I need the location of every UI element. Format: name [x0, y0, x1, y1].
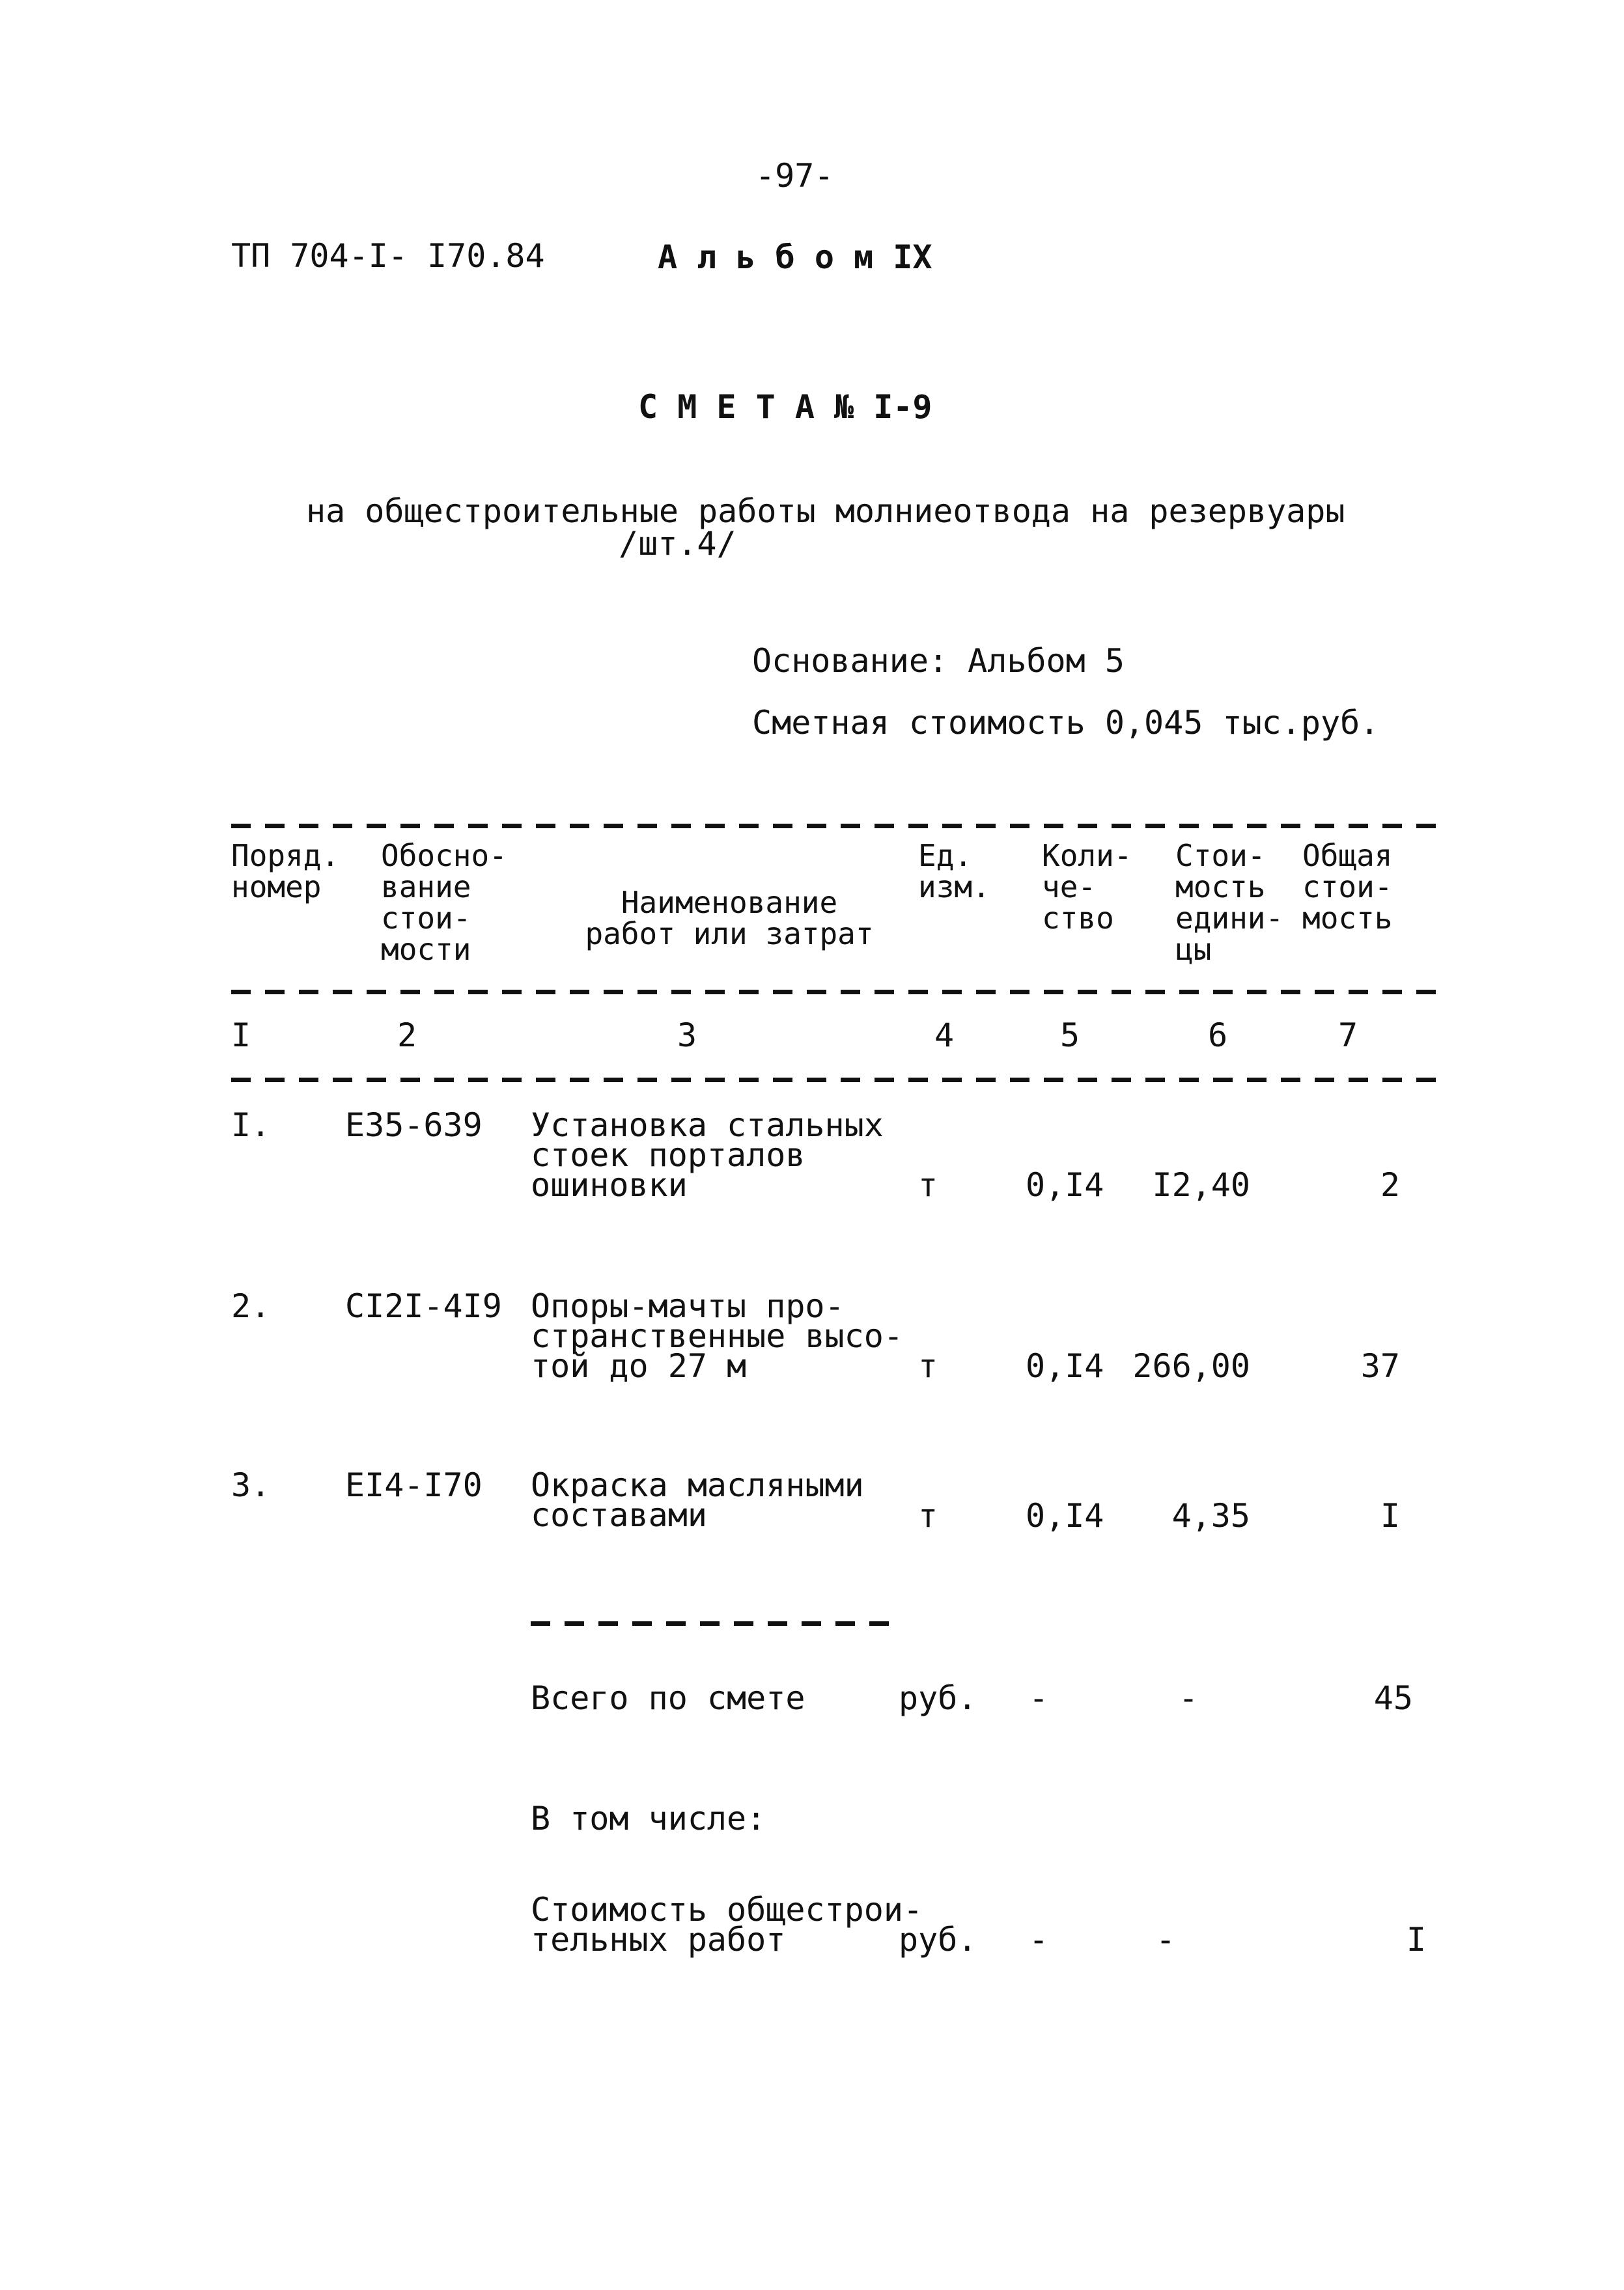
row-quantity: 0,I4 — [1026, 1347, 1104, 1385]
header-col-5: Коли- че- ство — [1042, 838, 1132, 936]
col-number-6: 6 — [1208, 1016, 1228, 1054]
row-basis: СI2I-4I9 — [345, 1287, 502, 1325]
row-work-name: Опоры-мачты про- странственные высо- той до 27 м — [531, 1287, 903, 1385]
col-number-5: 5 — [1060, 1016, 1080, 1054]
header-col-6: Стои- мость едини- цы — [1175, 838, 1284, 967]
total-label: Всего по смете — [531, 1679, 805, 1717]
header-col-2: Обосно- вание стои- мости — [381, 838, 507, 967]
header-col-1: Поряд. номер — [231, 838, 340, 904]
header-rule — [231, 990, 1436, 994]
table-top-rule — [231, 824, 1436, 828]
row-work-name: Окраска масляными составами — [531, 1466, 864, 1534]
sub-row-unit-cost: - — [1156, 1921, 1176, 1959]
including-label: В том числе: — [531, 1800, 766, 1837]
row-unit: т — [918, 1497, 938, 1535]
header-col-4: Ед. изм. — [918, 838, 990, 904]
row-total: 2 — [1380, 1166, 1400, 1204]
row-unit-cost: 266,00 — [1132, 1347, 1250, 1385]
col-number-2: 2 — [397, 1016, 417, 1054]
col-number-4: 4 — [934, 1016, 955, 1054]
row-basis: Е35-639 — [345, 1106, 483, 1144]
row-number: 3. — [231, 1466, 271, 1504]
sub-row-name: Стоимость общестрои- тельных работ — [531, 1891, 923, 1959]
basis-line: Основание: Альбом 5 — [752, 642, 1125, 680]
subtitle-line-2: /шт.4/ — [619, 525, 736, 563]
col-number-1: I — [231, 1016, 251, 1054]
document-title: С М Е Т А № I-9 — [638, 388, 932, 426]
row-quantity: 0,I4 — [1026, 1497, 1104, 1535]
sub-row-total: I — [1406, 1921, 1426, 1959]
row-quantity: 0,I4 — [1026, 1166, 1104, 1204]
document-code: ТП 704-I- I70.84 — [231, 237, 545, 275]
row-unit-cost: 4,35 — [1171, 1497, 1250, 1535]
col-number-7: 7 — [1338, 1016, 1358, 1054]
total-unit-cost: - — [1179, 1679, 1199, 1717]
row-total: 37 — [1360, 1347, 1400, 1385]
row-unit-cost: I2,40 — [1152, 1166, 1250, 1204]
row-unit: т — [918, 1347, 938, 1385]
row-basis: ЕI4-I70 — [345, 1466, 483, 1504]
album-label: А л ь б о м IX — [658, 238, 932, 276]
row-work-name: Установка стальных стоек порталов ошиновки — [531, 1106, 884, 1204]
col-number-3: 3 — [677, 1016, 697, 1054]
sub-row-unit: руб. — [899, 1921, 977, 1959]
col-number-rule — [231, 1078, 1436, 1082]
sub-row-quantity: - — [1029, 1921, 1049, 1959]
estimated-cost-line: Сметная стоимость 0,045 тыс.руб. — [752, 704, 1380, 742]
total-quantity: - — [1029, 1679, 1049, 1717]
row-unit: т — [918, 1166, 938, 1204]
row-number: I. — [231, 1106, 271, 1144]
total-unit: руб. — [899, 1679, 977, 1717]
row-number: 2. — [231, 1287, 271, 1325]
total-amount: 45 — [1373, 1679, 1413, 1717]
row-total: I — [1380, 1497, 1400, 1535]
header-col-3: Наименование работ или затрат — [585, 885, 874, 951]
subtotal-rule — [531, 1621, 895, 1626]
page-number: -97- — [755, 157, 834, 195]
header-col-7: Общая стои- мость — [1302, 838, 1393, 936]
subtitle-line-1: на общестроительные работы молниеотвода на резервуары — [306, 492, 1345, 530]
